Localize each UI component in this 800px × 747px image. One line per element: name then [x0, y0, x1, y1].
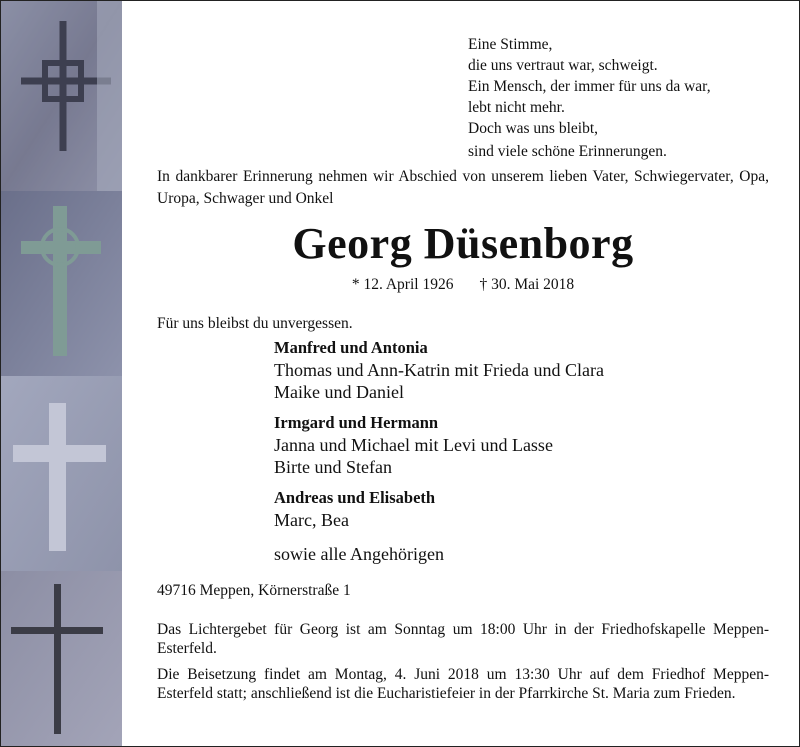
family-head: Irmgard und Hermann: [274, 413, 439, 432]
poem-line: lebt nicht mehr.: [468, 99, 565, 116]
poem-line: die uns vertraut war, schweigt.: [468, 57, 658, 74]
family-group: [274, 336, 774, 403]
birth-date: * 12. April 1926: [351, 276, 454, 293]
deceased-name: Georg Düsenborg: [292, 219, 634, 268]
family-group: [274, 411, 774, 478]
poem-line: sind viele schöne Erinnerungen.: [468, 143, 667, 160]
poem: [468, 34, 711, 162]
family-group: [274, 486, 774, 531]
address: 49716 Meppen, Körnerstraße 1: [157, 582, 351, 599]
crosses-image: [1, 1, 122, 746]
family-line: Birte und Stefan: [274, 457, 392, 477]
mourners-list: [274, 336, 774, 565]
poem-line: Doch was uns bleibt,: [468, 120, 599, 137]
death-date: † 30. Mai 2018: [479, 276, 575, 293]
burial-notice: Die Beisetzung findet am Montag, 4. Juni 2018 um 13:30 Uhr auf dem Friedhof Meppen-Esterfeld statt; anschließend ist die Eucharistiefeier in der Pfarrkirche St. Maria zum Frieden.: [157, 666, 769, 702]
poem-line: Eine Stimme,: [468, 36, 553, 53]
photo-panel-4: [1, 571, 122, 746]
family-head: Manfred und Antonia: [274, 338, 428, 357]
remember-line: Für uns bleibst du unvergessen.: [157, 315, 353, 332]
intro-text: In dankbarer Erinnerung nehmen wir Abschied von unserem lieben Vater, Schwiegervater, Opa, Uropa, Schwager und Onkel: [157, 168, 769, 207]
family-line: Thomas und Ann-Katrin mit Frieda und Clara: [274, 360, 604, 380]
relatives-line: sowie alle Angehörigen: [274, 544, 444, 564]
life-dates: [157, 274, 769, 296]
family-line: Maike und Daniel: [274, 382, 404, 402]
prayer-notice: Das Lichtergebet für Georg ist am Sonntag um 18:00 Uhr in der Friedhofskapelle Meppen-Esterfeld.: [157, 621, 769, 657]
family-head: Andreas und Elisabeth: [274, 488, 436, 507]
family-line: Janna und Michael mit Levi und Lasse: [274, 435, 553, 455]
poem-line: Ein Mensch, der immer für uns da war,: [468, 78, 711, 95]
cross-photo-strip: [1, 1, 122, 746]
family-line: Marc, Bea: [274, 510, 349, 530]
